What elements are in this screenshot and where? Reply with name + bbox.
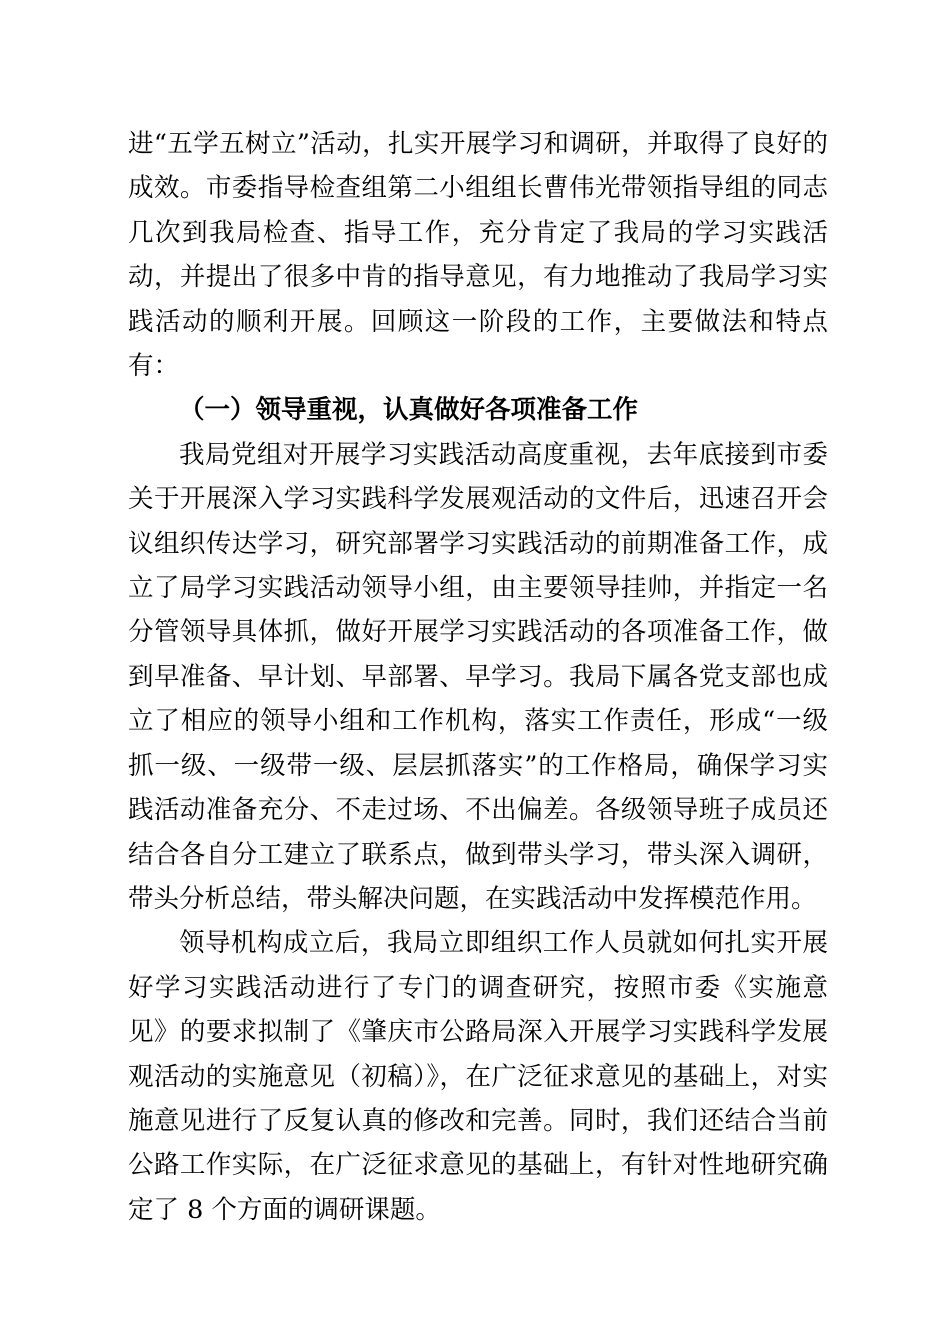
document-page	[128, 122, 828, 1232]
paragraph-leadership: 我局党组对开展学习实践活动高度重视，去年底接到市委关于开展深入学习实践科学发展观活动的文件后，迅速召开会议组织传达学习，研究部署学习实践活动的前期准备工作，成立了局学习实践活动领导小组，由主要领导挂帅，并指定一名分管领导具体抓，做好开展学习实践活动的各项准备工作，做到早准备、早计划、早部署、早学习。我局下属各党支部也成立了相应的领导小组和工作机构，落实工作责任，形成“一级抓一级、一级带一级、层层抓落实”的工作格局，确保学习实践活动准备充分、不走过场、不出偏差。各级领导班子成员还结合各自分工建立了联系点，做到带头学习，带头深入调研，带头分析总结，带头解决问题，在实践活动中发挥模范作用。	[128, 439, 828, 914]
section-heading-1: （一）领导重视，认真做好各项准备工作	[179, 395, 639, 426]
paragraph-intro: 进“五学五树立”活动，扎实开展学习和调研，并取得了良好的成效。市委指导检查组第二小组组长曹伟光带领指导组的同志几次到我局检查、指导工作，充分肯定了我局的学习实践活动，并提出了很多中肯的指导意见，有力地推动了我局学习实践活动的顺利开展。回顾这一阶段的工作，主要做法和特点有：	[128, 129, 828, 382]
paragraph-organization: 领导机构成立后，我局立即组织工作人员就如何扎实开展好学习实践活动进行了专门的调查研究，按照市委《实施意见》的要求拟制了《肇庆市公路局深入开展学习实践科学发展观活动的实施意见（初稿）》，在广泛征求意见的基础上，对实施意见进行了反复认真的修改和完善。同时，我们还结合当前公路工作实际，在广泛征求意见的基础上，有针对性地研究确定了 8 个方面的调研课题。	[128, 928, 828, 1225]
